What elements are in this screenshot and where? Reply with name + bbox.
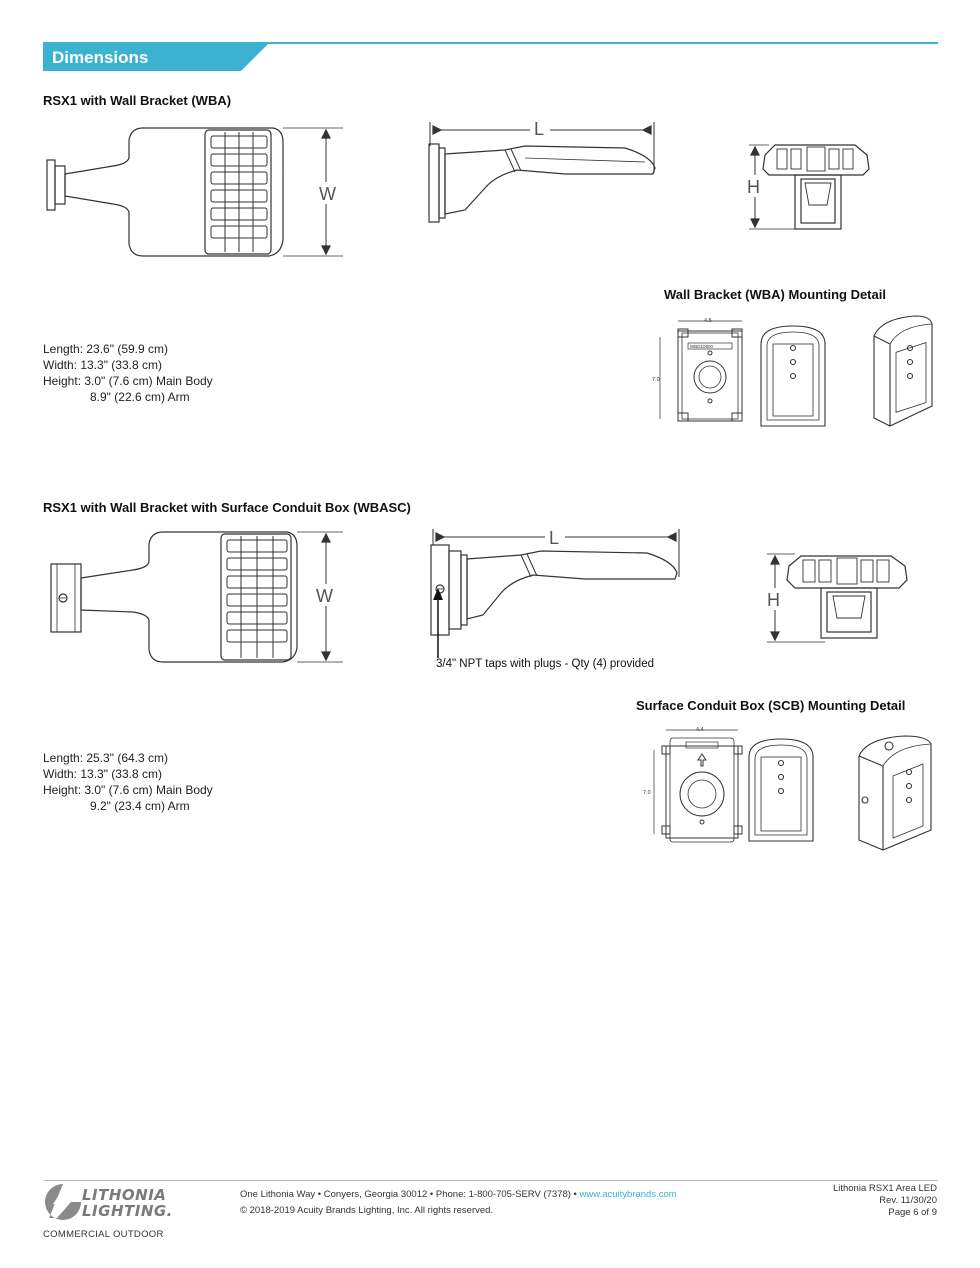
wba-spec-height: Height: 3.0" (7.6 cm) Main Body bbox=[43, 374, 213, 388]
section-title: Dimensions bbox=[52, 48, 149, 67]
wbasc-detail-dim-height: 7.0 bbox=[643, 790, 651, 796]
wbasc-top-view-drawing bbox=[43, 528, 343, 668]
wba-spec-width: Width: 13.3" (33.8 cm) bbox=[43, 358, 162, 372]
wba-side-view-drawing bbox=[425, 118, 660, 228]
wba-front-view-drawing bbox=[745, 135, 895, 235]
wbasc-spec-length: Length: 25.3" (64.3 cm) bbox=[43, 751, 168, 765]
wbasc-specs bbox=[43, 750, 213, 814]
wba-detail-dim-height: 7.0 bbox=[652, 377, 660, 383]
wbasc-heading: RSX1 with Wall Bracket with Surface Conduit Box (WBASC) bbox=[43, 500, 411, 515]
wba-detail-plate-drawing bbox=[650, 315, 750, 430]
wba-specs bbox=[43, 341, 213, 405]
wbasc-side-view-drawing bbox=[425, 525, 685, 640]
banner-rule bbox=[43, 42, 938, 44]
logo-wordmark bbox=[82, 1187, 173, 1219]
wbasc-detail-heading: Surface Conduit Box (SCB) Mounting Detail bbox=[636, 698, 906, 713]
wbasc-detail-dim-width: 4.4 bbox=[696, 727, 704, 733]
wba-spec-arm: 8.9" (22.6 cm) Arm bbox=[90, 390, 190, 404]
wbasc-front-view-drawing bbox=[765, 548, 935, 648]
wba-dim-w: W bbox=[319, 184, 336, 204]
wba-detail-cover-iso-drawing bbox=[860, 312, 940, 430]
wba-dim-h: H bbox=[747, 177, 760, 197]
footer-rev: Rev. 11/30/20 bbox=[879, 1195, 937, 1206]
logo-line-1: LITHONIA bbox=[82, 1186, 167, 1204]
wba-top-view-drawing bbox=[43, 122, 343, 267]
footer-website-link[interactable]: www.acuitybrands.com bbox=[579, 1189, 677, 1200]
section-banner bbox=[43, 41, 938, 71]
footer-address-line bbox=[240, 1189, 677, 1200]
wba-detail-heading: Wall Bracket (WBA) Mounting Detail bbox=[664, 287, 886, 302]
wbasc-dim-l: L bbox=[549, 528, 560, 548]
logo-line-2: LIGHTING. bbox=[82, 1202, 173, 1220]
wbasc-detail-cover-front-drawing bbox=[745, 735, 825, 845]
footer-copyright: © 2018-2019 Acuity Brands Lighting, Inc. All rights reserved. bbox=[240, 1205, 494, 1216]
logo-subtitle: COMMERCIAL OUTDOOR bbox=[43, 1229, 164, 1240]
wba-detail-dim-width: 4.5 bbox=[704, 318, 712, 324]
footer-page: Page 6 of 9 bbox=[888, 1207, 937, 1218]
wbasc-spec-width: Width: 13.3" (33.8 cm) bbox=[43, 767, 162, 781]
wba-detail-plate-label: WBD10800 bbox=[690, 344, 714, 349]
wba-detail-cover-front-drawing bbox=[755, 322, 835, 430]
wbasc-dim-h: H bbox=[767, 590, 780, 610]
wbasc-spec-height: Height: 3.0" (7.6 cm) Main Body bbox=[43, 783, 213, 797]
npt-callout-arrow bbox=[428, 588, 448, 660]
wbasc-detail-plate-drawing bbox=[640, 724, 745, 846]
npt-note: 3/4" NPT taps with plugs - Qty (4) provided bbox=[436, 658, 654, 670]
footer-product-info bbox=[833, 1183, 937, 1219]
wba-spec-length: Length: 23.6" (59.9 cm) bbox=[43, 342, 168, 356]
footer-address: One Lithonia Way • Conyers, Georgia 30012 • Phone: 1-800-705-SERV (7378) • bbox=[240, 1189, 580, 1200]
wba-heading: RSX1 with Wall Bracket (WBA) bbox=[43, 93, 232, 108]
wbasc-spec-arm: 9.2" (23.4 cm) Arm bbox=[90, 799, 190, 813]
wba-dim-l: L bbox=[534, 119, 545, 139]
footer-product: Lithonia RSX1 Area LED bbox=[832, 1183, 937, 1194]
lithonia-logo-mark-icon bbox=[43, 1182, 83, 1222]
footer-divider bbox=[43, 1180, 938, 1181]
wbasc-detail-cover-iso-drawing bbox=[853, 732, 938, 854]
wbasc-dim-w: W bbox=[316, 586, 333, 606]
